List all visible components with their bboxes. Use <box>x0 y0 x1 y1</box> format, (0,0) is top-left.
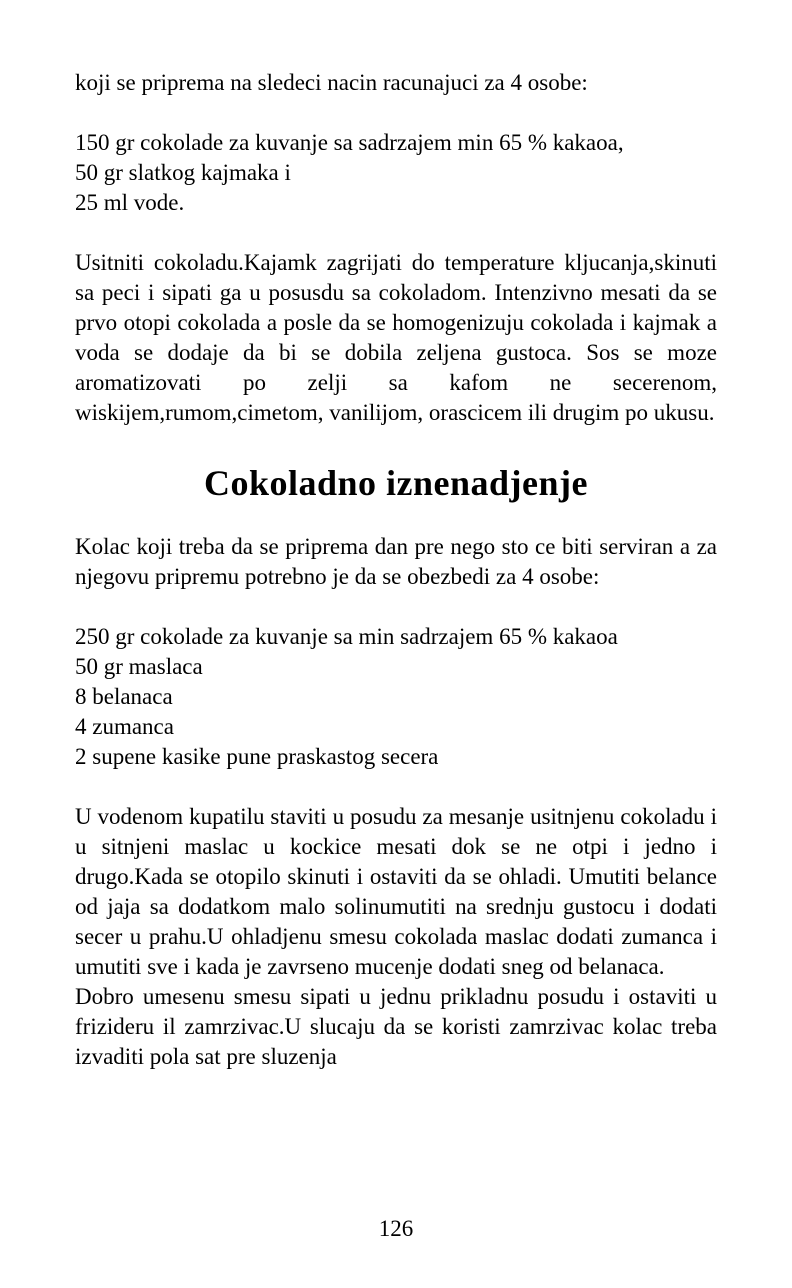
ingredient-line: 250 gr cokolade za kuvanje sa min sadrzajem 65 % kakaoa <box>75 624 618 649</box>
preparation-paragraph-first: Usitniti cokoladu.Kajamk zagrijati do temperature kljucanja,skinuti sa peci i sipati ga u posusdu sa cokoladom. Intenzivno mesati da se prvo otopi cokolada a posle da se homogenizuju cokolada i kajmak a voda se dodaje da bi se dobila zeljena gustoca. Sos se moze aromatizovati po zelji sa kafom ne secerenom, wiskijem,rumom,cimetom, vanilijom, orascicem ili drugim po ukusu. <box>75 250 717 425</box>
intro-line: koji se priprema na sledeci nacin racunajuci za 4 osobe: <box>75 70 588 95</box>
spacer <box>75 772 717 802</box>
spacer <box>75 98 717 128</box>
ingredient-line: 25 ml vode. <box>75 190 185 215</box>
page-number: 126 <box>378 1216 414 1241</box>
spacer <box>75 218 717 248</box>
ingredient-line: 50 gr maslaca <box>75 654 203 679</box>
ingredient-list-first <box>75 128 717 218</box>
preparation-paragraph-second: U vodenom kupatilu staviti u posudu za mesanje usitnjenu cokoladu i u sitnjeni maslac u kockice mesati dok se ne otpi i jedno i drugo.Kada se otopilo skinuti i ostaviti da se ohladi. Umutiti belance od jaja sa dodatkom malo solinumutiti na srednju gustocu i dodati secer u prahu.U ohladjenu smesu cokolada maslac dodati zumanca i umutiti sve i kada je zavrseno mucenje dodati sneg od belanaca. <box>75 804 717 979</box>
spacer <box>75 592 717 622</box>
ingredient-line: 2 supene kasike pune praskastog secera <box>75 744 439 769</box>
ingredient-list-second <box>75 622 717 772</box>
ingredient-line: 4 zumanca <box>75 714 174 739</box>
ingredient-line: 150 gr cokolade za kuvanje sa sadrzajem min 65 % kakaoa, <box>75 130 624 155</box>
intro-paragraph-second: Kolac koji treba da se priprema dan pre nego sto ce biti serviran a za njegovu pripremu potrebno je da se obezbedi za 4 osobe: <box>75 534 717 589</box>
storage-paragraph: Dobro umesenu smesu sipati u jednu prikladnu posudu i ostaviti u frizideru il zamrzivac.U slucaju da se koristi zamrzivac kolac treba izvaditi pola sat pre sluzenja <box>75 984 717 1069</box>
ingredient-line: 8 belanaca <box>75 684 173 709</box>
ingredient-line: 50 gr slatkog kajmaka i <box>75 160 291 185</box>
page-content <box>75 68 717 1072</box>
recipe-title: Cokoladno iznenadjenje <box>203 463 589 503</box>
page-footer <box>0 1215 792 1243</box>
